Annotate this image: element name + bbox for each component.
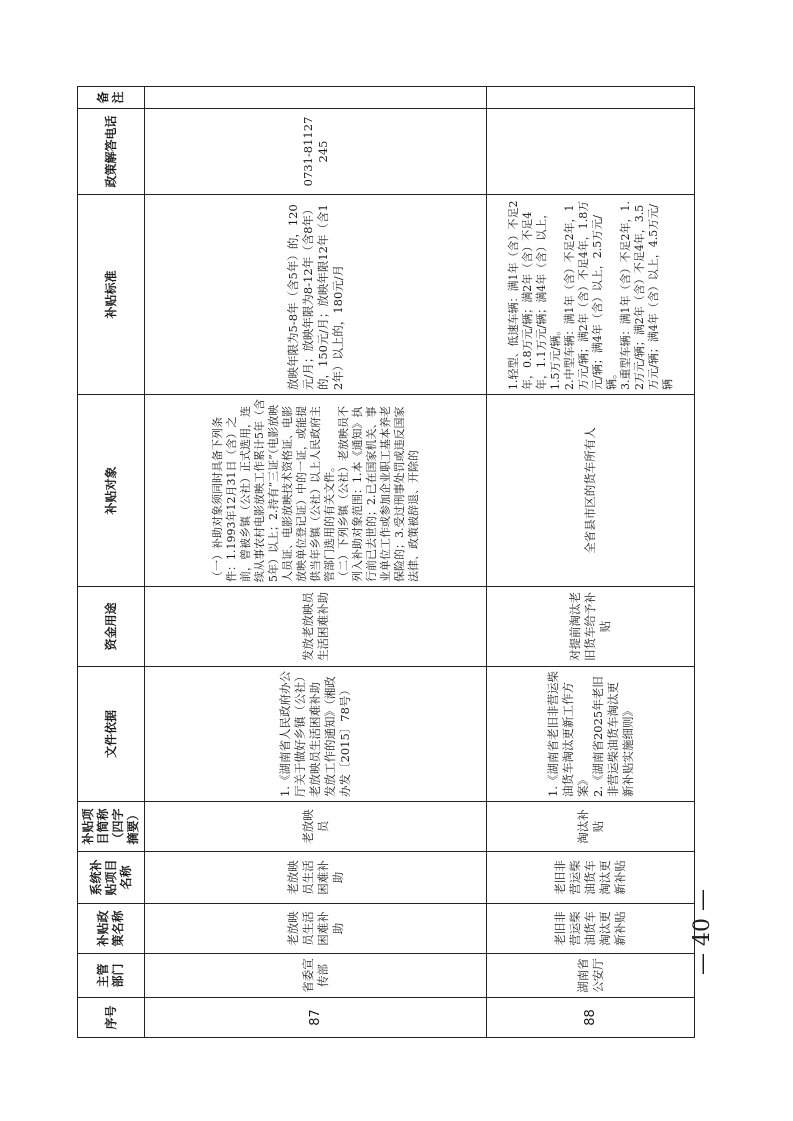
header-phone: 政策解答电话 bbox=[78, 109, 145, 195]
header-seq: 序号 bbox=[78, 998, 145, 1038]
header-standard: 补贴标准 bbox=[78, 195, 145, 395]
header-policy-name: 补贴政策名称 bbox=[78, 904, 145, 954]
row-short-name: 淘汰补贴 bbox=[487, 802, 695, 852]
header-dept: 主管部门 bbox=[78, 954, 145, 998]
target-paragraph: （二）下列乡镇（公社）老放映员不列入补助对象范围：1.本《通知》执行前已去世的；2.已在国家机关、事业单位工作或参加企业职工基本养老保险的；3.受过刑事处罚或违反国家法律、政策被辞退、开除的 bbox=[336, 406, 420, 582]
row-basis: 1.《湖南省人民政府办公厅关于做好乡镇（公社）老放映员生活困难补助发放工作的通知》（湘政办发〔2015〕78号） bbox=[145, 667, 487, 802]
header-row bbox=[78, 87, 145, 1038]
header-note: 备注 bbox=[78, 87, 145, 109]
row-seq: 88 bbox=[487, 998, 695, 1038]
row-purpose: 对提前淘汰老旧货车给予补贴 bbox=[487, 587, 695, 667]
row-seq: 87 bbox=[145, 998, 487, 1038]
page-number-text: — 40 — bbox=[690, 889, 715, 975]
row-short-name: 老放映员 bbox=[145, 802, 487, 852]
header-system-name: 系统补贴项目名称 bbox=[78, 852, 145, 904]
page-number bbox=[690, 889, 730, 1075]
row-target bbox=[145, 395, 487, 587]
row-standard: 放映年限为5-8年（含5年）的，120元/月；放映年限为8-12年（含8年）的，150元/月；放映年限12年（含12年）以上的，180元/月 bbox=[145, 195, 487, 395]
row-policy-name: 老放映员生活困难补助 bbox=[145, 904, 487, 954]
row-standard: 1.轻型、低速车辆：满1年（含）不足2年，0.8万元/辆；满2年（含）不足4年，1.1万元/辆；满4年（含）以上，1.5万元/辆。 2.中型车辆：满1年（含）不足2年，1万元/辆；满2年（含）不足4年，1.8万元/辆；满4年（含）以上，2.5万元/辆。 3.重型车辆：满1年（含）不足2年，1.2万元/辆；满2年（含）不足4年，3.5万元/辆；满4年（含）以上，4.5万元/辆 bbox=[487, 195, 695, 395]
table-row bbox=[145, 87, 487, 1038]
row-phone bbox=[487, 109, 695, 195]
row-note bbox=[487, 87, 695, 109]
header-basis: 文件依据 bbox=[78, 667, 145, 802]
header-purpose: 资金用途 bbox=[78, 587, 145, 667]
table-row bbox=[487, 87, 695, 1038]
row-system-name: 老放映员生活困难补助 bbox=[145, 852, 487, 904]
row-phone: 0731-81127245 bbox=[145, 109, 487, 195]
subsidy-policy-table bbox=[77, 86, 695, 1038]
row-dept: 省委宣传部 bbox=[145, 954, 487, 998]
policy-table-sheet bbox=[77, 87, 675, 1038]
target-paragraph: （一）补助对象须同时具备下列条件：1.1993年12月31日（含）之前，曾被乡镇（公社）正式选用，连续从事农村电影放映工作累计5年（含5年）以上；2.持有“三证”（电影放映人员证、电影放映技术资格证、电影放映单位登记证）中的一证，或能提供当年乡镇（公社）以上人民政府主管部门选用的有关文件。 bbox=[210, 399, 336, 582]
row-basis: 1.《湖南省老旧非营运柴油货车淘汰更新工作方案》 2.《湖南省2025年老旧非营运柴油货车淘汰更新补贴实施细则》 bbox=[487, 667, 695, 802]
row-purpose: 发放老放映员生活困难补助 bbox=[145, 587, 487, 667]
row-policy-name: 老旧非营运柴油货车淘汰更新补贴 bbox=[487, 904, 695, 954]
header-target: 补贴对象 bbox=[78, 395, 145, 587]
row-target: 全省县市区的货车所有人 bbox=[487, 395, 695, 587]
row-dept: 湖南省公安厅 bbox=[487, 954, 695, 998]
header-short-name: 补贴项目简称（四字摘要） bbox=[78, 802, 145, 852]
row-system-name: 老旧非营运柴油货车淘汰更新补贴 bbox=[487, 852, 695, 904]
row-note bbox=[145, 87, 487, 109]
